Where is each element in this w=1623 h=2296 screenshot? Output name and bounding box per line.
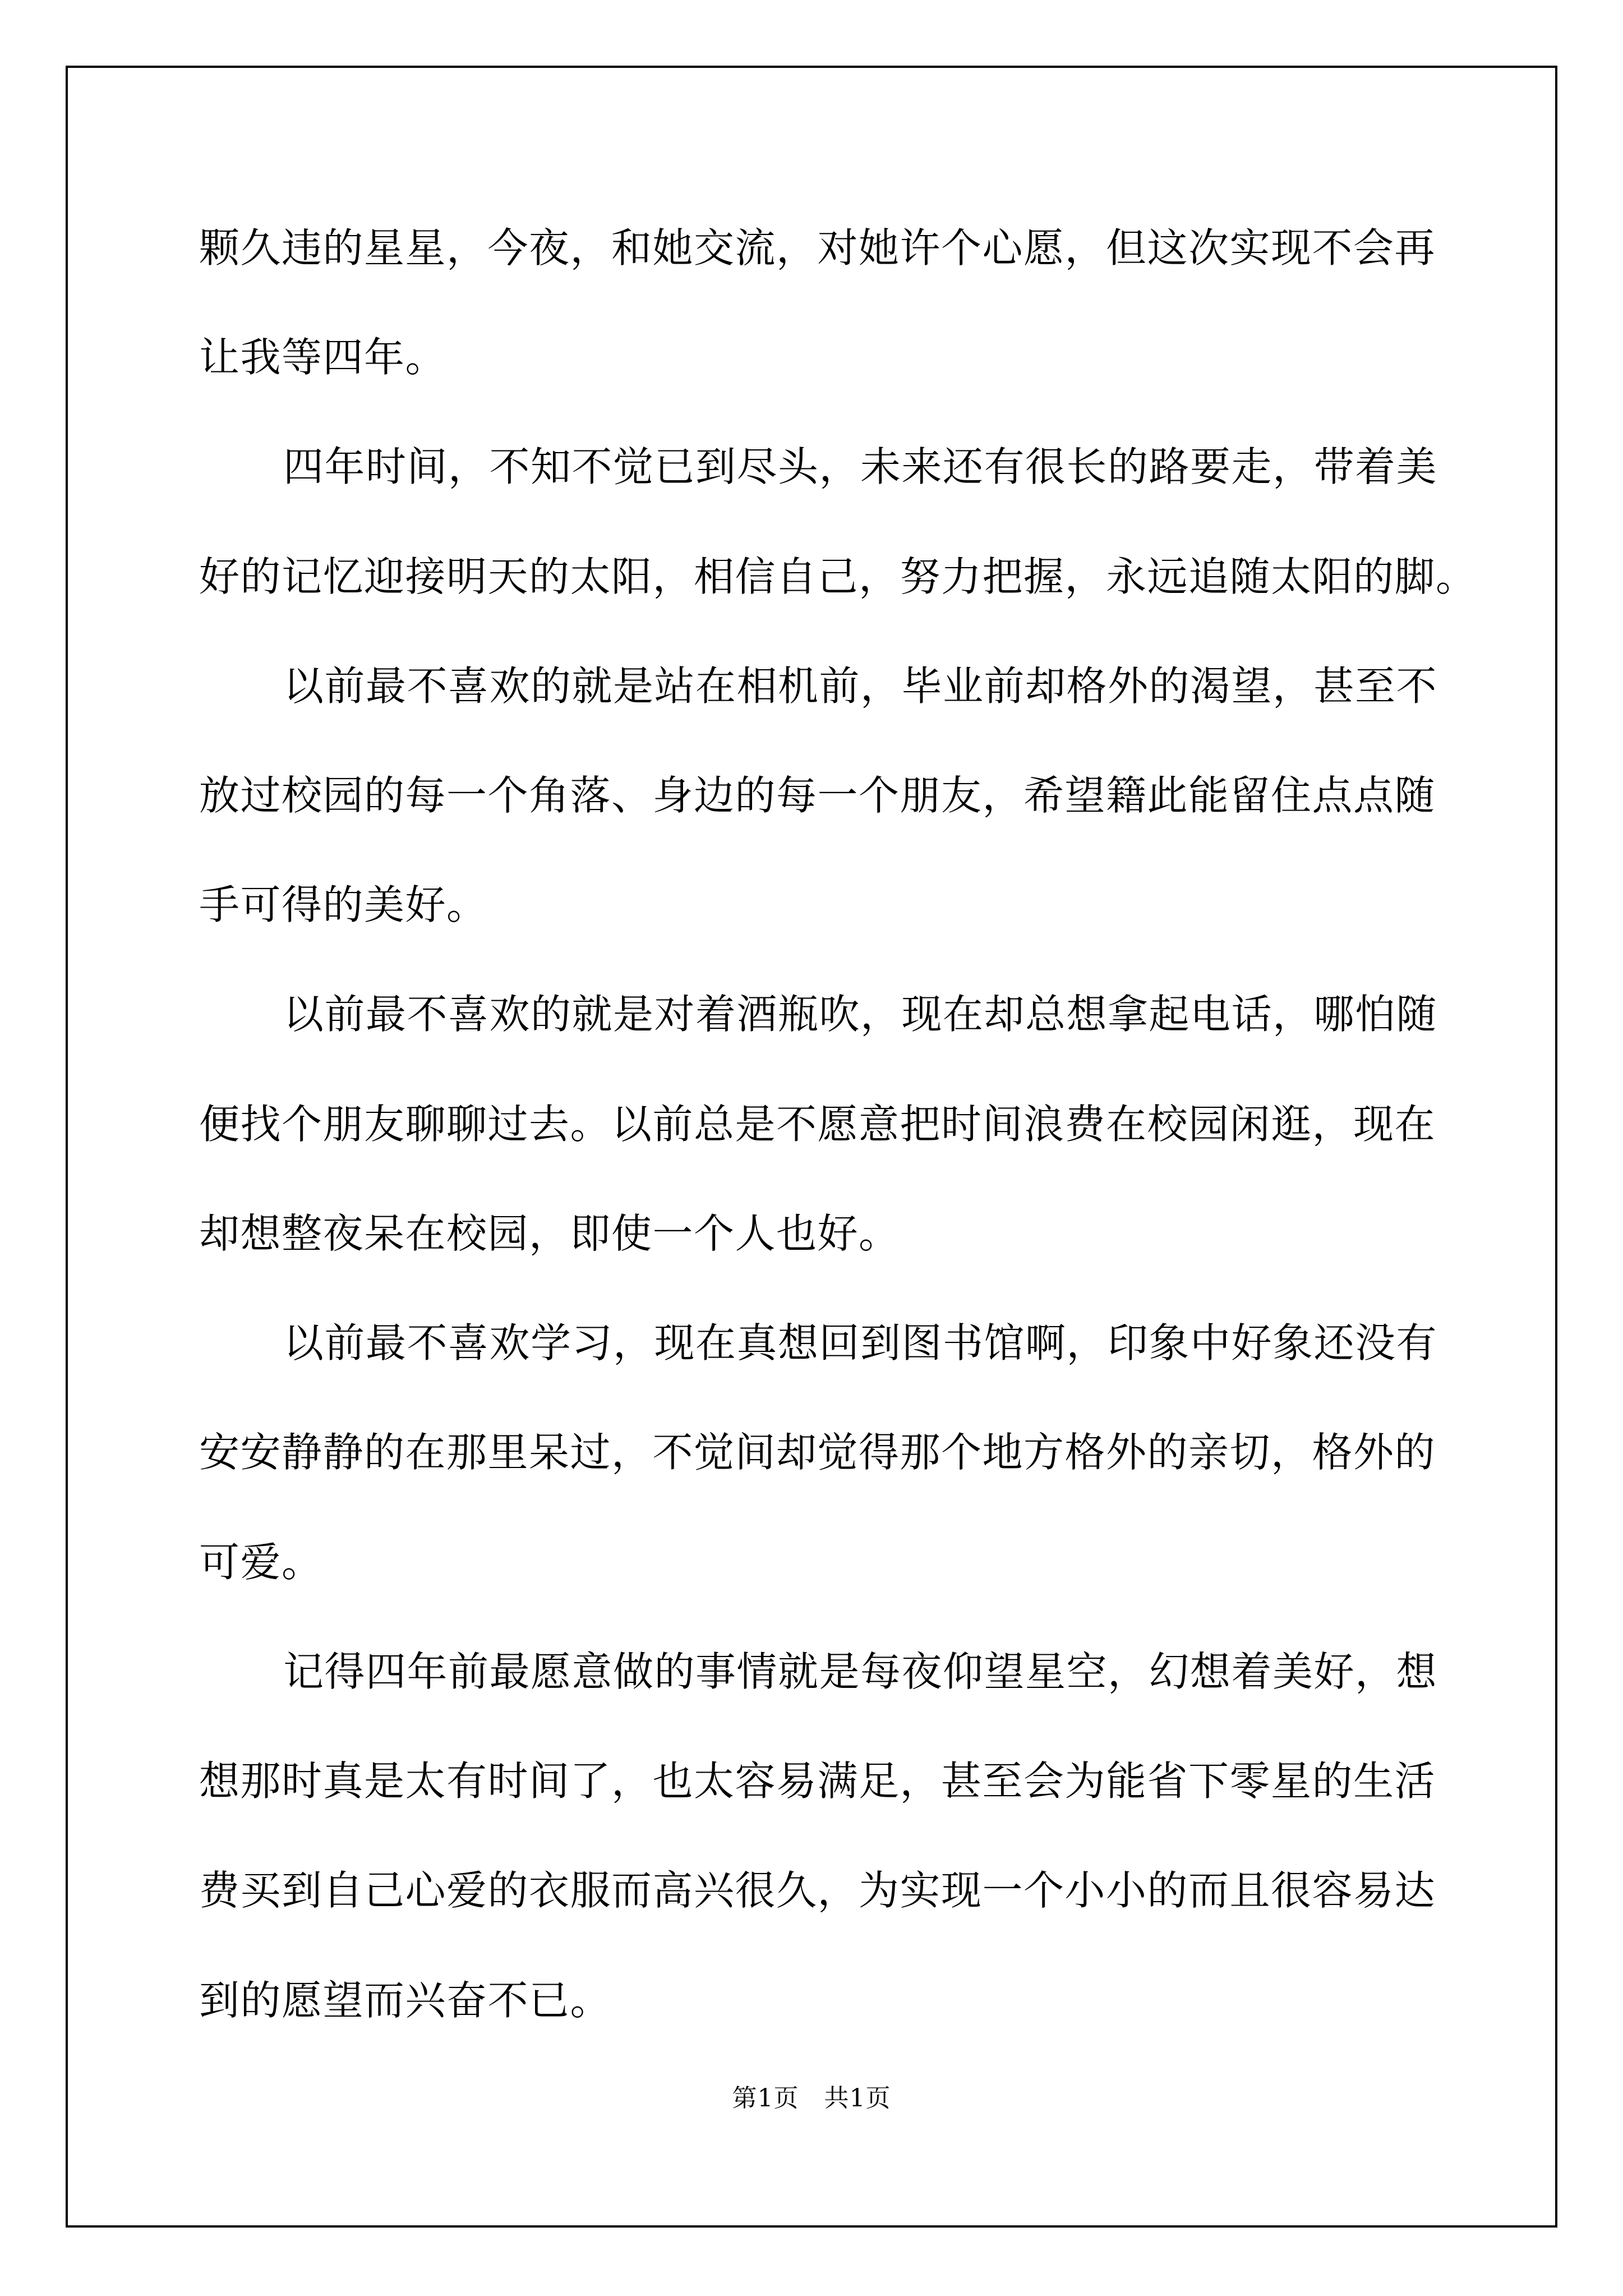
page-total: 共1页 xyxy=(824,2084,891,2113)
paragraph-start-line: 四年时间，不知不觉已到尽头，未来还有很长的路要走，带着美 xyxy=(283,443,1438,490)
text-line: 到的愿望而兴奋不已。 xyxy=(199,1977,612,2024)
text-line: 想那时真是太有时间了，也太容易满足，甚至会为能省下零星的生活 xyxy=(199,1757,1436,1805)
page-number: 第1页 xyxy=(732,2084,799,2113)
text-line: 安安静静的在那里呆过，不觉间却觉得那个地方格外的亲切，格外的 xyxy=(199,1429,1436,1476)
text-line: 好的记忆迎接明天的太阳，相信自己，努力把握，永远追随太阳的脚。 xyxy=(199,553,1477,600)
paragraph-start-line: 以前最不喜欢的就是对着酒瓶吹，现在却总想拿起电话，哪怕随 xyxy=(283,991,1438,1038)
text-line: 颗久违的星星，今夜，和她交流，对她许个心愿，但这次实现不会再 xyxy=(199,224,1436,272)
paragraph-start-line: 以前最不喜欢的就是站在相机前，毕业前却格外的渴望，甚至不 xyxy=(283,662,1438,710)
text-line: 放过校园的每一个角落、身边的每一个朋友，希望籍此能留住点点随 xyxy=(199,772,1436,819)
paragraph-start-line: 记得四年前最愿意做的事情就是每夜仰望星空，幻想着美好，想 xyxy=(283,1648,1438,1695)
text-line: 费买到自己心爱的衣服而高兴很久，为实现一个小小的而且很容易达 xyxy=(199,1867,1436,1914)
text-line: 便找个朋友聊聊过去。以前总是不愿意把时间浪费在校园闲逛，现在 xyxy=(199,1101,1436,1148)
paragraph-start-line: 以前最不喜欢学习，现在真想回到图书馆啊，印象中好象还没有 xyxy=(283,1319,1438,1366)
text-line: 让我等四年。 xyxy=(199,334,447,381)
text-line: 手可得的美好。 xyxy=(199,881,488,928)
text-line: 可爱。 xyxy=(199,1539,323,1586)
page-footer xyxy=(0,2085,1623,2112)
text-line: 却想整夜呆在校园，即使一个人也好。 xyxy=(199,1210,900,1257)
